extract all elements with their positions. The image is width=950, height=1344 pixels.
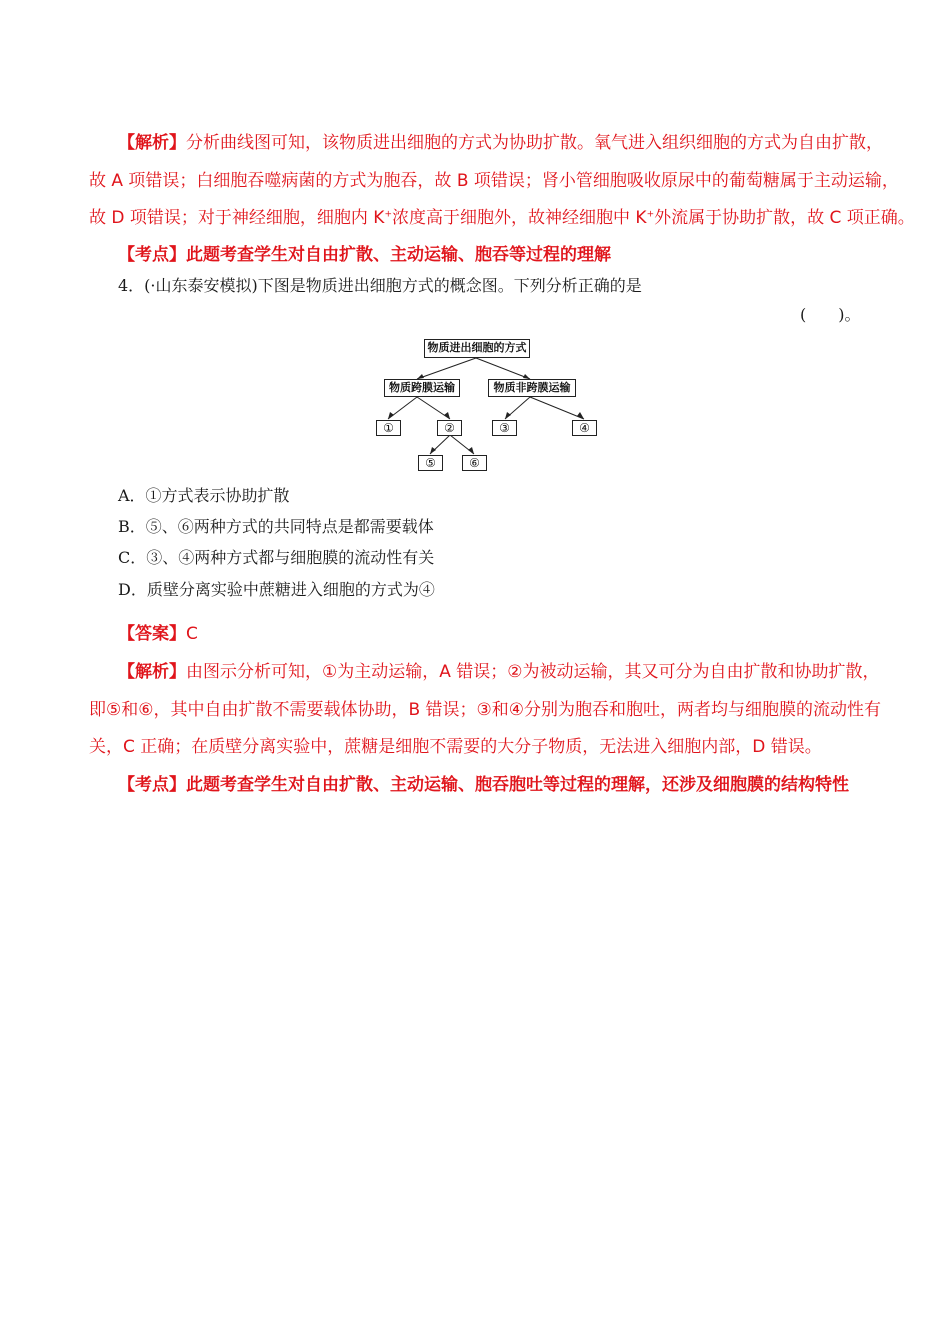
answer-bracket: ( )。 (800, 305, 861, 324)
node-3: ③ (492, 420, 517, 436)
node-6: ⑥ (462, 455, 487, 471)
option-b: B．⑤、⑥两种方式的共同特点是都需要载体 (118, 517, 434, 536)
analysis-line2: 即⑤和⑥，其中自由扩散不需要载体协助，B 错误；③和④分别为胞吞和胞吐，两者均与细胞膜的流动性有 (89, 700, 882, 720)
concept-diagram (370, 333, 610, 475)
node-5: ⑤ (418, 455, 443, 471)
arrowhead-n6 (468, 447, 474, 454)
option-c: C．③、④两种方式都与细胞膜的流动性有关 (118, 548, 435, 567)
analysis-tag: 【解析】 (118, 662, 186, 682)
analysis-prev-line2: 故 A 项错误；白细胞吞噬病菌的方式为胞吞，故 B 项错误；肾小管细胞吸收原尿中的葡萄糖属于主动运输， (89, 171, 899, 191)
node-non-transmembrane: 物质非跨膜运输 (488, 379, 576, 397)
answer (118, 619, 198, 644)
connector-right-n4 (530, 397, 584, 419)
option-a: A．①方式表示协助扩散 (118, 486, 290, 505)
node-1: ① (376, 420, 401, 436)
arrowhead-n1 (388, 412, 394, 419)
answer-value: C (186, 624, 198, 644)
analysis-line3: 关，C 正确；在质壁分离实验中，蔗糖是细胞不需要的大分子物质，无法进入细胞内部，D 错误。 (89, 737, 822, 757)
node-root: 物质进出细胞的方式 (424, 339, 530, 358)
arrowhead-n5 (430, 447, 436, 454)
connector-root-left (417, 358, 476, 379)
question-stem: 4．(·山东泰安模拟)下图是物质进出细胞方式的概念图。下列分析正确的是 (118, 276, 642, 295)
node-2: ② (437, 420, 462, 436)
analysis-prev-tag: 【解析】 (118, 133, 186, 153)
kaodian-tag: 【考点】 (118, 775, 186, 795)
analysis-prev-line1: 【解析】分析曲线图可知，该物质进出细胞的方式为协助扩散。氧气进入组织细胞的方式为自由扩散， (118, 133, 883, 153)
kaodian-prev-tag: 【考点】 (118, 245, 186, 265)
option-d: D．质壁分离实验中蔗糖进入细胞的方式为④ (118, 580, 435, 599)
answer-tag: 【答案】 (118, 624, 186, 644)
analysis-line1: 【解析】由图示分析可知，①为主动运输，A 错误；②为被动运输，其又可分为自由扩散和协助扩散， (118, 662, 880, 682)
arrowhead-n3 (505, 412, 511, 419)
node-4: ④ (572, 420, 597, 436)
connector-root-right (476, 358, 530, 379)
kaodian-prev: 【考点】此题考查学生对自由扩散、主动运输、胞吞等过程的理解 (118, 245, 611, 265)
connector-left-n2 (417, 397, 450, 419)
node-transmembrane: 物质跨膜运输 (384, 379, 460, 397)
kaodian: 【考点】此题考查学生对自由扩散、主动运输、胞吞胞吐等过程的理解，还涉及细胞膜的结构特性 (118, 775, 849, 795)
arrowhead-n2 (444, 412, 450, 419)
analysis-prev-line3: 故 D 项错误；对于神经细胞，细胞内 K+浓度高于细胞外，故神经细胞中 K+外流属于协助扩散，故 C 项正确。 (89, 208, 915, 228)
